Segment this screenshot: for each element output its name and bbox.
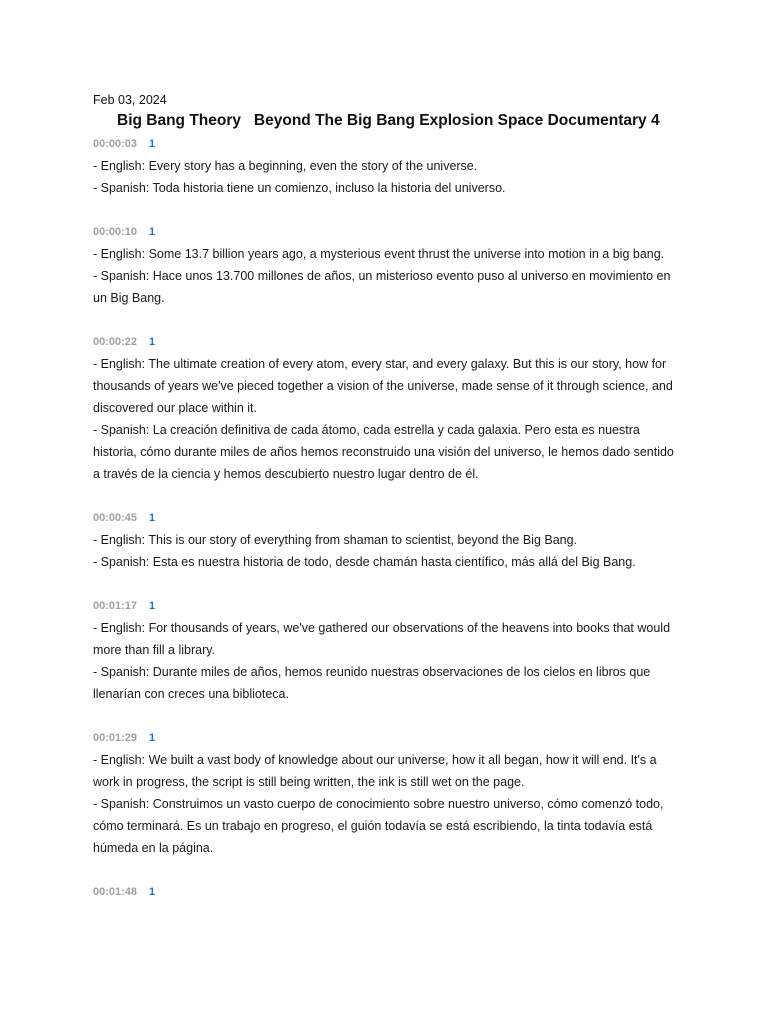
timestamp: 00:01:17 [93,600,138,612]
speaker-label: 1 [149,732,156,744]
speaker-label: 1 [149,512,156,524]
speaker-label: 1 [149,226,156,238]
transcript-entry [93,331,683,485]
english-line: - English: This is our story of everything from shaman to scientist, beyond the Big Bang. [93,533,578,547]
spanish-line: - Spanish: Construimos un vasto cuerpo de conocimiento sobre nuestro universo, cómo comenzó todo, cómo terminará. Es un trabajo en progreso, el guión todavía se está escribiendo, la tinta todavía está húmeda en la página. [93,797,664,855]
transcript-entry [93,133,683,199]
english-line: - English: Every story has a beginning, even the story of the universe. [93,159,478,173]
timestamp: 00:01:48 [93,886,138,898]
english-line: - English: We built a vast body of knowledge about our universe, how it all began, how it will end. It's a work in progress, the script is still being written, the ink is still wet on the page. [93,753,657,789]
timestamp: 00:01:29 [93,732,138,744]
spanish-line: - Spanish: Esta es nuestra historia de todo, desde chamán hasta científico, más allá del Big Bang. [93,555,636,569]
transcript-entry [93,727,683,859]
timestamp: 00:00:22 [93,336,138,348]
speaker-label: 1 [149,886,156,898]
spanish-line: - Spanish: Hace unos 13.700 millones de años, un misterioso evento puso al universo en movimiento en un Big Bang. [93,269,671,305]
spanish-line: - Spanish: Toda historia tiene un comienzo, incluso la historia del universo. [93,181,506,195]
spanish-line: - Spanish: Durante miles de años, hemos reunido nuestras observaciones de los cielos en libros que llenarían con creces una biblioteca. [93,665,651,701]
timestamp: 00:00:10 [93,226,138,238]
document-page [93,91,683,925]
transcript-entry [93,595,683,705]
timestamp: 00:00:45 [93,512,138,524]
speaker-label: 1 [149,600,156,612]
english-line: - English: Some 13.7 billion years ago, a mysterious event thrust the universe into motion in a big bang. [93,247,665,261]
transcript-entry [93,507,683,573]
speaker-label: 1 [149,336,156,348]
document-title: Big Bang Theory Beyond The Big Bang Explosion Space Documentary 4 [117,112,660,129]
document-date: Feb 03, 2024 [93,93,167,107]
transcript-entry [93,881,683,903]
english-line: - English: For thousands of years, we've gathered our observations of the heavens into books that would more than fill a library. [93,621,671,657]
spanish-line: - Spanish: La creación definitiva de cada átomo, cada estrella y cada galaxia. Pero esta es nuestra historia, cómo durante miles de años hemos reconstruido una visión del universo, le hemos dado sentido a través de la ciencia y hemos descubierto nuestro lugar dentro de él. [93,423,674,481]
english-line: - English: The ultimate creation of every atom, every star, and every galaxy. But this is our story, how for thousands of years we've pieced together a vision of the universe, made sense of it through science, and discovered our place within it. [93,357,673,415]
transcript-entry [93,221,683,309]
speaker-label: 1 [149,138,156,150]
timestamp: 00:00:03 [93,138,138,150]
